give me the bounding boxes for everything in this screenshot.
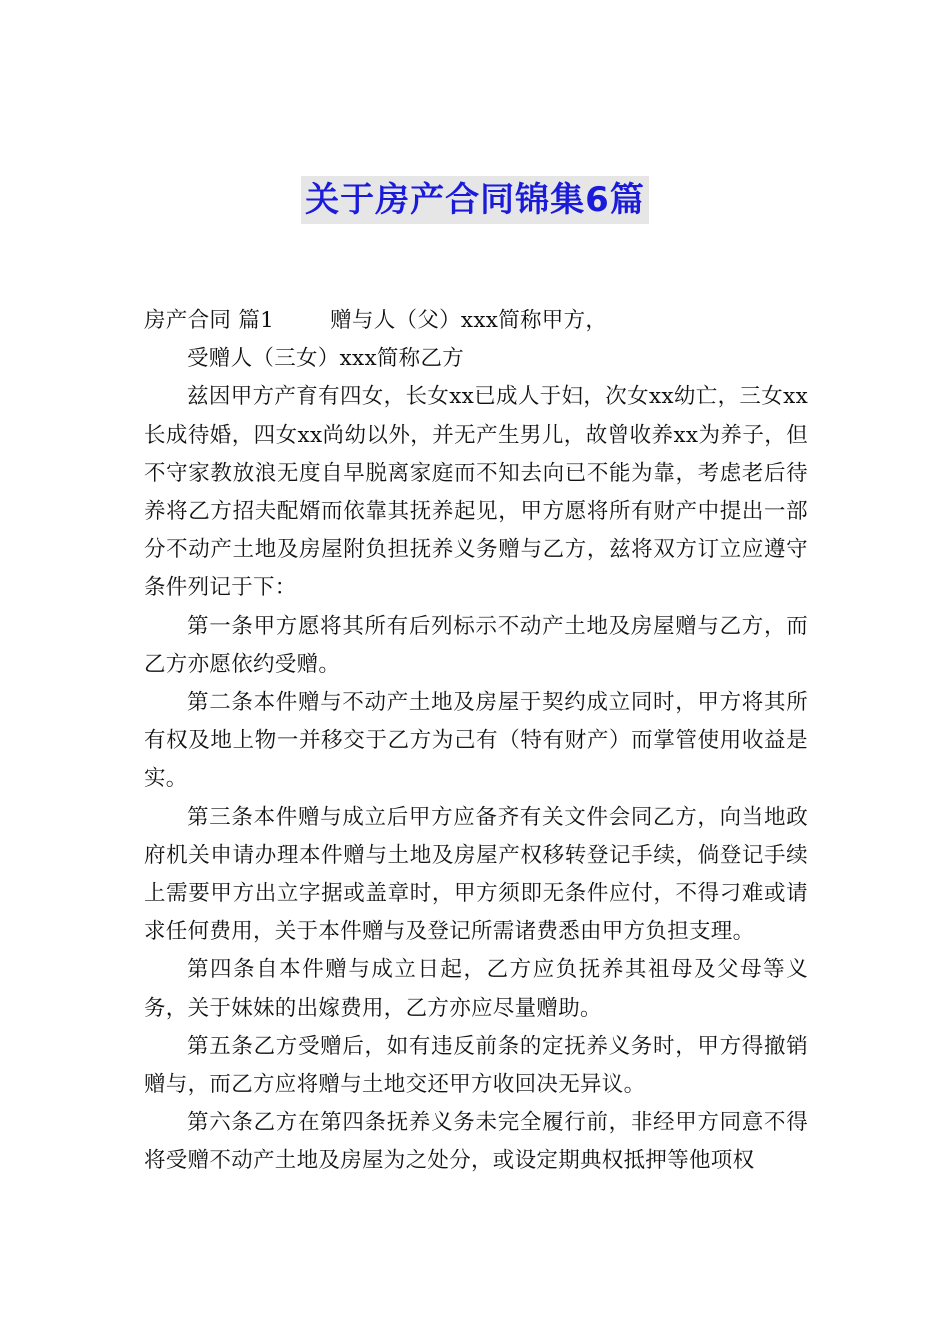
title-block xyxy=(0,176,950,224)
section-heading: 房产合同 篇1 xyxy=(144,308,275,333)
document-title: 关于房产合同锦集6篇 xyxy=(301,176,649,224)
first-line xyxy=(144,302,808,340)
paragraph: 第五条乙方受赠后，如有违反前条的定抚养义务时，甲方得撤销赠与，而乙方应将赠与土地交还甲方收回决无异议。 xyxy=(144,1033,808,1098)
paragraph: 第二条本件赠与不动产土地及房屋于契约成立同时，甲方将其所有权及地上物一并移交于乙方为己有（特有财产）而掌管使用收益是实。 xyxy=(144,690,808,792)
paragraph: 第一条甲方愿将其所有后列标示不动产土地及房屋赠与乙方，而乙方亦愿依约受赠。 xyxy=(144,613,808,677)
paragraph: 第六条乙方在第四条抚养义务未完全履行前，非经甲方同意不得将受赠不动产土地及房屋为之处分，或设定期典权抵押等他项权 xyxy=(144,1110,808,1174)
first-line-text: 赠与人（父）xxx简称甲方， xyxy=(330,308,608,333)
paragraph: 第四条自本件赠与成立日起，乙方应负抚养其祖母及父母等义务，关于妹妹的出嫁费用，乙方亦应尽量赠助。 xyxy=(144,957,808,1021)
paragraph: 受赠人（三女）xxx简称乙方 xyxy=(187,346,465,372)
document-body xyxy=(144,302,808,1181)
paragraph: 兹因甲方产育有四女，长女xx已成人于妇，次女xx幼亡，三女xx长成待婚，四女xx尚幼以外，并无产生男儿，故曾收养xx为养子，但不守家教放浪无度自早脱离家庭而不知去向已不能为靠，考虑老后待养将乙方招夫配婿而依靠其抚养起见，甲方愿将所有财产中提出一部分不动产土地及房屋附负担抚养义务赠与乙方，兹将双方订立应遵守条件列记于下： xyxy=(144,384,808,601)
paragraph: 第三条本件赠与成立后甲方应备齐有关文件会同乙方，向当地政府机关申请办理本件赠与土地及房屋产权移转登记手续，倘登记手续上需要甲方出立字据或盖章时，甲方须即无条件应付，不得刁难或请求任何费用，关于本件赠与及登记所需诸费悉由甲方负担支理。 xyxy=(144,804,808,945)
